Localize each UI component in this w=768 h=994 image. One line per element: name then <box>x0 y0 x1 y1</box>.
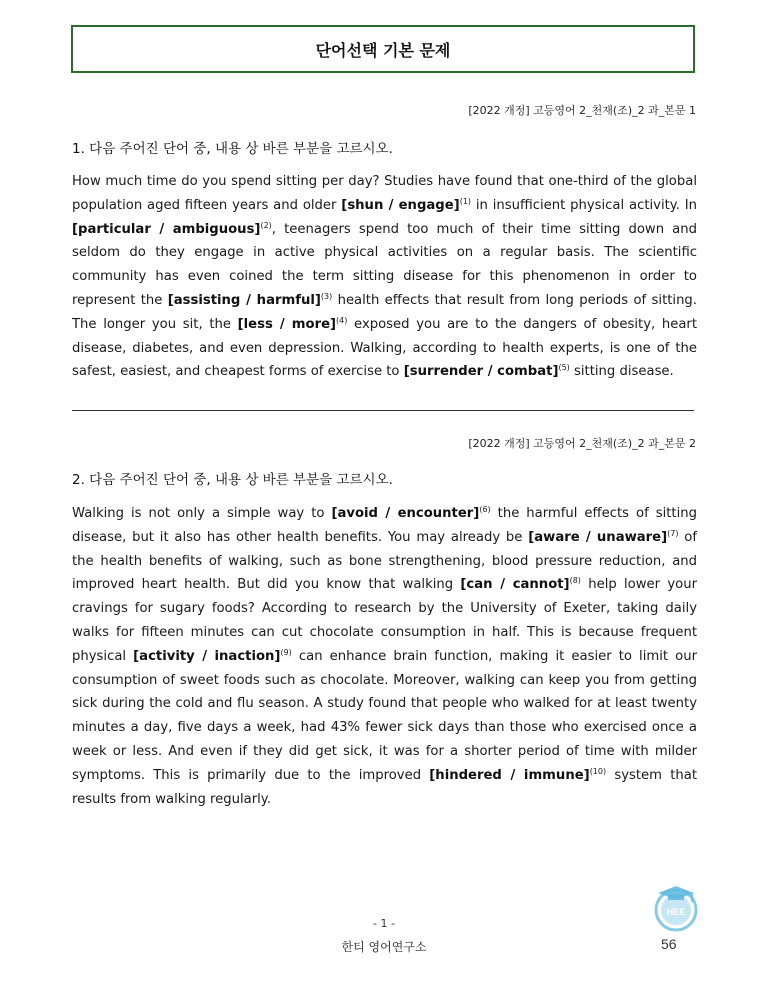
passage-text: How much time do you spend sitting per day? Studies have found that one-third of the global population aged fifteen years and older <box>72 174 697 213</box>
passage-text: help lower your cravings for sugary foods? According to research by the University of Exeter, taking daily walks for fifteen minutes can cut chocolate consumption in half. This is because frequent physical <box>72 577 697 664</box>
section-divider <box>72 410 694 411</box>
passage-text: can enhance brain function, making it easier to limit our consumption of sweet foods such as chocolate. Moreover, walking can keep you from getting sick during the cold and flu season. A study found that people who walked for at least twenty minutes a day, five days a week, had 43% fewer sick days than those who exercised once a week or less. And even if they did get sick, it was for a shorter period of time with milder symptoms. This is primarily due to the improved <box>72 648 697 783</box>
passage-text: health effects that result from long periods of sitting. The longer you sit, the <box>72 292 697 332</box>
footer-org: 한티 영어연구소 <box>341 940 427 954</box>
word-choice: [aware / unaware] <box>528 529 668 545</box>
word-choice: [assisting / harmful] <box>167 292 321 308</box>
word-choice: [shun / engage] <box>341 197 460 213</box>
blank-number: (2) <box>260 220 272 230</box>
logo-text: HEE <box>666 907 686 917</box>
word-choice: [hindered / immune] <box>429 767 590 783</box>
word-choice: [activity / inaction] <box>133 648 281 664</box>
source-label-1: [2022 개정] 고등영어 2_천재(조)_2 과_본문 1 <box>468 104 696 117</box>
question-1-heading: 1. 다음 주어진 단어 중, 내용 상 바른 부분을 고르시오. <box>72 141 393 157</box>
blank-number: (8) <box>569 576 581 586</box>
passage-2 <box>72 502 697 811</box>
blank-number: (9) <box>280 647 292 657</box>
page-title: 단어선택 기본 문제 <box>315 40 451 60</box>
page-total: 56 <box>661 936 677 952</box>
blank-number: (5) <box>558 363 570 373</box>
passage-text: , teenagers spend too much of their time sitting down and seldom do they engage in active physical activities on a regular basis. The scientific community has even coined the term sitting disease for this phenomenon in order to represent the <box>72 221 697 308</box>
word-choice: [less / more] <box>237 316 337 332</box>
word-choice: [can / cannot] <box>460 577 570 593</box>
blank-number: (10) <box>589 766 607 776</box>
question-2-heading: 2. 다음 주어진 단어 중, 내용 상 바른 부분을 고르시오. <box>72 472 393 488</box>
passage-text: in insufficient physical activity. In <box>471 197 697 213</box>
word-choice: [particular / ambiguous] <box>72 221 261 237</box>
passage-text: exposed you are to the dangers of obesity, heart disease, diabetes, and even depression. Walking, according to health experts, is one of the safest, easiest, and cheapest forms of exercise to <box>72 316 697 380</box>
blank-number: (4) <box>336 315 348 325</box>
word-choice: [avoid / encounter] <box>331 506 480 521</box>
passage-text: the harmful effects of sitting disease, but it also has other health benefits. You may already be <box>72 506 697 545</box>
source-label-2: [2022 개정] 고등영어 2_천재(조)_2 과_본문 2 <box>468 437 696 450</box>
word-choice: [surrender / combat] <box>403 364 559 380</box>
blank-number: (6) <box>479 505 491 514</box>
passage-1 <box>72 170 697 384</box>
passage-text: system that results from walking regularly. <box>72 767 697 807</box>
title-box <box>71 25 695 73</box>
passage-text: of the health benefits of walking, such as bone strengthening, blood pressure reduction, and improved heart health. But did you know that walking <box>72 529 698 593</box>
blank-number: (7) <box>667 528 679 538</box>
blank-number: (3) <box>320 291 333 301</box>
hee-logo-icon <box>650 880 702 932</box>
passage-text: Walking is not only a simple way to <box>72 506 332 521</box>
blank-number: (1) <box>459 196 472 206</box>
page-number: - 1 - <box>373 917 395 930</box>
passage-text: sitting disease. <box>569 364 674 380</box>
